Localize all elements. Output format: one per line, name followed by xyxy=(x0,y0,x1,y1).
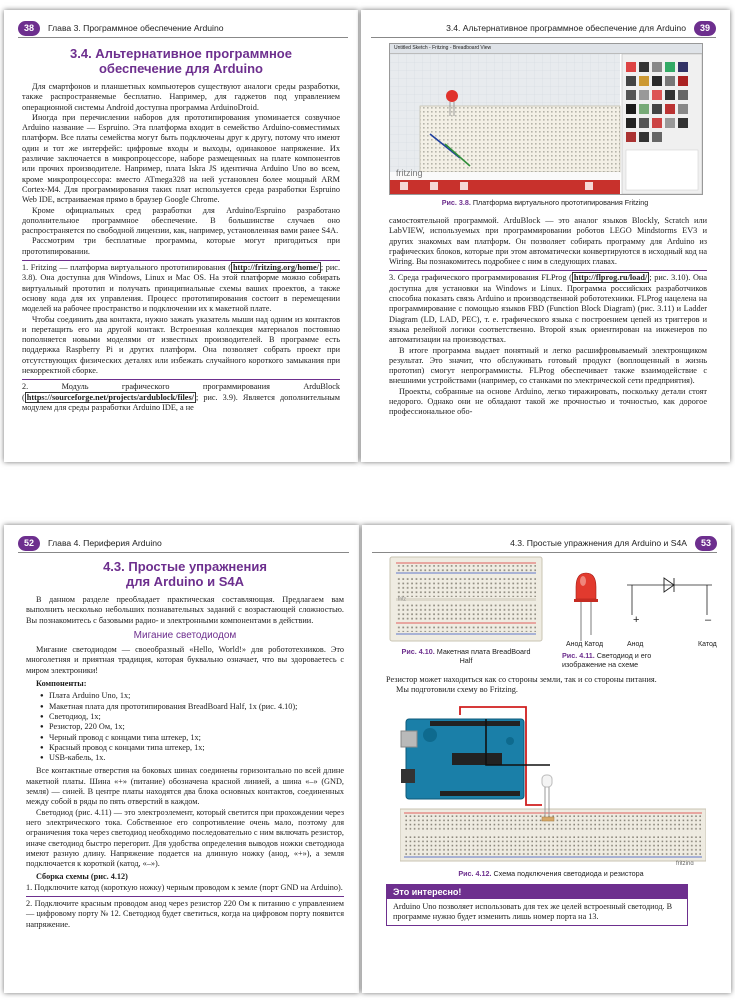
page-header xyxy=(371,20,716,38)
page-header xyxy=(18,20,348,38)
divider xyxy=(22,379,340,380)
page-number: 39 xyxy=(694,21,716,36)
led-body xyxy=(576,573,596,599)
paragraph: Проекты, собранные на основе Arduino, легко тиражировать, поскольку детали стоят недорого. Однако они не обладают такой же прочностью и точностью, как дорогое профессиональное обо- xyxy=(389,386,707,417)
figure-caption: Рис. 4.10. Макетная плата BreadBoard Half xyxy=(401,647,531,665)
app-title-bar: Untitled Sketch - Fritzing - Breadboard View xyxy=(390,44,702,54)
text-column xyxy=(386,675,716,696)
chapter-title: 4.3. Простые упражнения для Arduino и S4A xyxy=(510,538,687,548)
led xyxy=(446,90,458,102)
paragraph: Иногда при перечислении наборов для прототипирования упоминается созвучное Arduino название — Espruino. Эта платформа входит в семейство Arduino-совместимых платформ. Все платы семейства могут быть подключены друг к другу, потому что имеют один и тот же интерфейс: цифровые входы и выходы, одинаковое напряжение. Их различие заключается в микропроцессоре, наборе размещенных на плате компонентов или прочих производителе. Например, плата Iskra JS идентична Arduino Uno во всем, кроме микропроцессора: вместо ATmega328 на ней установлен более мощный ARM Cortex-M4. Для программирования таких плат используется среда разработки Espruino Web IDE, встраиваемая прямо в браузер Google Chrome. xyxy=(22,112,340,205)
inspector-panel xyxy=(626,150,698,190)
figure-caption: Рис. 4.11. Светодиод и его изображение на схеме xyxy=(562,651,652,669)
figure-caption: Рис. 4.12. Схема подключения светодиода и резистора xyxy=(458,869,644,878)
paragraph: Кроме официальных сред разработки для Arduino/Espruino разработано дополнительное программное обеспечение. В большинстве случаев оно распространяется по свободной лицензии, как, например, установленная вами ранее S4A. xyxy=(22,205,340,236)
text-column xyxy=(22,46,340,413)
circuit-diagram xyxy=(400,705,706,865)
chapter-title: Глава 3. Программное обеспечение Arduino xyxy=(48,23,224,33)
paragraph: Чтобы соединить два контакта, нужно зажать указатель мыши над одним из контактов и перетащить его на другой контакт. Встроенная коллекция материалов постоянно пополняется новыми моделями от известных производителей. В программе есть поддержка Raspberry Pi и других платформ. Она позволяет собрать проект при отсутствующих физических деталях или избежать случайного короткого замыкания при некорректной сборке. xyxy=(22,314,340,376)
components-list xyxy=(40,691,344,763)
page-53 xyxy=(362,525,731,993)
paragraph: Мигание светодиодом — своеобразный «Hello, World!» для робототехников. Это многолетняя и приятная традиция, которая буквально означает, что вы здороваетесь с миром электроники! xyxy=(26,645,344,675)
subsection-title: Мигание светодиодом xyxy=(133,629,237,641)
page-number: 53 xyxy=(695,536,717,551)
list-item: ● Плата Arduino Uno, 1x; xyxy=(40,691,344,701)
anode-label: Анод Катод xyxy=(566,641,604,648)
fritzing-logo: fritzing xyxy=(396,168,423,178)
components-title: Компоненты: xyxy=(36,679,87,689)
step: 1. Подключите катод (короткую ножку) черным проводом к земле (порт GND на Arduino). xyxy=(26,882,343,892)
list-item: ● Черный провод с концами типа штекер, 1x; xyxy=(40,733,344,743)
list-item-ardublock: 2. Модуль графического программирования ArduBlock ( https://sourceforge.net/projects/ardublock/files/ ; рис. 3.9). Является дополнительным модулем для среды разработки Arduino IDE, а не xyxy=(22,382,340,412)
section-title: 3.4. Альтернативное программное обеспечение для Arduino xyxy=(70,46,292,76)
chapter-title: Глава 4. Периферия Arduino xyxy=(48,538,162,548)
paragraph: Мы подготовили схему во Fritzing. xyxy=(396,685,518,695)
page-number: 38 xyxy=(18,21,40,36)
list-item: ● USB-кабель, 1x. xyxy=(40,753,344,763)
plus-sign: + xyxy=(633,614,640,626)
assembly-title: Сборка схемы (рис. 4.12) xyxy=(36,872,128,882)
led-diagram xyxy=(562,557,722,649)
chapter-title: 3.4. Альтернативное программное обеспечение для Arduino xyxy=(446,23,686,33)
list-item: ● Красный провод с концами типа штекер, 1x; xyxy=(40,743,344,753)
anode-symbol-label: Анод xyxy=(627,641,644,648)
page-number: 52 xyxy=(18,536,40,551)
paragraph: Рассмотрим три бесплатные программы, которые могут пригодиться при прототипировании. xyxy=(22,236,340,256)
paragraph: Светодиод (рис. 4.11) — это электроэлемент, который светится при прохождении через него электрического тока. Собственное его сопротивление очень мало, поэтому для ограничения тока через светодиод необходимо последовательно с ним включать резистор, иначе светодиод быстро перегорит. Для удобства определения выводов ножки светодиода имеют разную длину. Напряжение подается на длинную ножку (анод, «+»), а земля подключается к короткой (катод, «–»). xyxy=(26,807,344,869)
paragraph: Все контактные отверстия на боковых шинах соединены горизонтально по всей длине макетной платы. Шина «+» (питание) обозначена красной линией, а шина «–» (GND, земля) — синей. В центре платы находятся два блока основных контактов, соединенных между собой в ряды по пять отверстий в каждом. xyxy=(26,766,344,807)
microcontroller xyxy=(452,753,502,765)
divider xyxy=(389,270,707,271)
fritzing-screenshot xyxy=(389,43,703,195)
fritzing-workspace xyxy=(390,54,702,194)
paragraph: В итоге программа выдает понятный и легко расшифровываемый электронщиком результат. Это значит, что обслуживать готовый продукт (воплощенный в жизнь прототип) смогут непрограммисты. FLProg обеспечивает также взаимодействие с внешними устройствами (например, со станками по электрической сети предприятия). xyxy=(389,345,707,386)
page-header xyxy=(18,535,349,553)
text-column xyxy=(26,559,344,930)
led-component xyxy=(542,775,552,787)
list-item: ● Резистор, 220 Ом, 1x; xyxy=(40,722,344,732)
note-text: Arduino Uno позволяет использовать для тех же целей встроенный светодиод. В программе нужно будет изменить лишь номер порта на 13. xyxy=(393,902,673,921)
list-item-fritzing: 1. Fritzing — платформа виртуального прототипирования ( http://fritzing.org/home/ ; рис. 3.8). Она доступна для Windows, Linux и Mac OS. На этой платформе можно собирать виртуальный прототип и получать принципиальные схемы ваших проектов, а также основу кода для их управления. Процесс прототипирования состоит в перемещении моделей на рабочее пространство и подключении их к макетной плате. xyxy=(22,263,341,314)
figure-caption: Рис. 3.8. Платформа виртуального прототипирования Fritzing xyxy=(441,198,649,207)
step: 2. Подключите красным проводом анод через резистор 220 Ом к питанию с управлением — цифровому порту № 12. Светодиод будет светиться, когда на цифровом порту появится напряжение. xyxy=(26,899,344,929)
paragraph: Для смартфонов и планшетных компьютеров существуют аналоги среды разработки, также распространяемые бесплатно. Например, для гаджетов под управлением операционной системы Android доступна программа ArduinoDroid. xyxy=(22,82,340,112)
paragraph: Резистор может находиться как со стороны земли, так и со стороны питания. xyxy=(386,675,657,684)
list-item-flprog: 3. Среда графического программирования FLProg ( http://flprog.ru/load/ ; рис. 3.10). Она доступна для установки на Windows и Linux. Программа российских разработчиков способна показать связь Arduino и производственной робототехники. FLProg нацелена на программирование с помощью языков FBD (Function Block Diagram) (рис. 3.11) и Ladder Diagram (LD, LAD, PEC), т. е. графического языка с построением цепей из триггеров и языка релейной логики соответственно. Второй язык ориентирован на инженеров по автоматизации на производствах. xyxy=(389,273,707,345)
note-title: Это интересно! xyxy=(387,885,687,899)
page-39 xyxy=(361,10,730,462)
divider xyxy=(22,260,340,261)
fritzing-mark: fritzing xyxy=(676,861,694,865)
link-flprog[interactable]: http://flprog.ru/load/ xyxy=(573,273,648,283)
section-title: 4.3. Простые упражнения для Arduino и S4A xyxy=(103,559,267,589)
note-box xyxy=(386,884,688,926)
paragraph: самостоятельной программой. ArduBlock — это аналог языков Blockly, Scratch или LabVIEW, используемых при программировании роботов LEGO Mindstorms EV3 и других знакомых вам платформ. Он позволяет собирать программу для Arduino из графических блоков, которые при этом автоматически конвертируются в исходный код на Wiring. Вы познакомитесь подробнее с ним в следующих главах. xyxy=(389,216,707,267)
link-fritzing[interactable]: http://fritzing.org/home/ xyxy=(232,263,319,273)
divider xyxy=(26,896,344,897)
cathode-symbol-label: Катод xyxy=(698,641,717,648)
breadboard-half-image xyxy=(388,555,544,643)
paragraph: В данном разделе преобладает практическая составляющая. Предлагаем вам выполнить несколько небольших познавательных заданий с возрастающей сложностью. Вы познакомитесь с базовыми радио- и электронными компонентами в действии. xyxy=(26,595,344,625)
link-ardublock[interactable]: https://sourceforge.net/projects/ardublock/files/ xyxy=(26,392,194,402)
page-header xyxy=(372,535,717,553)
text-column xyxy=(389,216,707,418)
page-52 xyxy=(4,525,359,993)
page-38 xyxy=(4,10,358,462)
list-item: ● Макетная плата для прототипирования BreadBoard Half, 1x (рис. 4.10); xyxy=(40,702,344,712)
resistor xyxy=(542,817,554,821)
list-item: ● Светодиод, 1x; xyxy=(40,712,344,722)
breadboard-logo: fritz xyxy=(398,596,407,603)
minus-sign: – xyxy=(705,614,712,626)
